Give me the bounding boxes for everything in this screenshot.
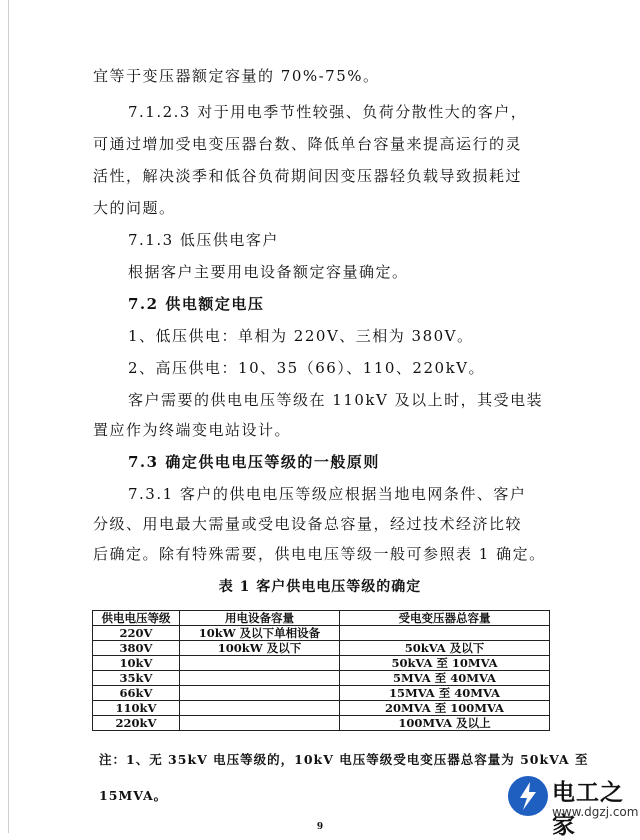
table-cell: 10kW 及以下单相设备 bbox=[180, 626, 340, 641]
paragraph-line: 后确定。除有特殊需要，供电电压等级一般可参照表 1 确定。 bbox=[93, 545, 546, 563]
paragraph-line: 7.3.1 客户的供电电压等级应根据当地电网条件、客户 bbox=[128, 485, 527, 503]
lightning-icon bbox=[508, 776, 548, 816]
table-cell: 220kV bbox=[93, 716, 180, 731]
watermark-url: www.dgzj.com bbox=[552, 805, 639, 819]
table-caption: 表 1 客户供电电压等级的确定 bbox=[218, 579, 422, 595]
header-voltage-level: 供电电压等级 bbox=[93, 611, 180, 626]
table-cell: 10kV bbox=[93, 656, 180, 671]
table-cell: 5MVA 至 40MVA bbox=[340, 671, 550, 686]
table-cell: 50kVA 及以下 bbox=[340, 641, 550, 656]
paragraph-line: 可通过增加受电变压器台数、降低单台容量来提高运行的灵 bbox=[93, 135, 523, 153]
page-edge-line bbox=[8, 0, 9, 833]
paragraph-line: 宜等于变压器额定容量的 70%-75%。 bbox=[93, 67, 380, 85]
table-row bbox=[93, 641, 550, 656]
table-cell: 380V bbox=[93, 641, 180, 656]
table-cell bbox=[180, 686, 340, 701]
paragraph-line: 分级、用电最大需量或受电设备总容量，经过技术经济比较 bbox=[93, 515, 523, 533]
table-cell: 110kV bbox=[93, 701, 180, 716]
voltage-level-table bbox=[92, 610, 550, 731]
table-cell: 100kW 及以下 bbox=[180, 641, 340, 656]
header-equipment-capacity: 用电设备容量 bbox=[180, 611, 340, 626]
section-heading: 7.2 供电额定电压 bbox=[128, 295, 265, 313]
table-cell: 15MVA 至 40MVA bbox=[340, 686, 550, 701]
table-row bbox=[93, 701, 550, 716]
table-cell: 100MVA 及以上 bbox=[340, 716, 550, 731]
table-row bbox=[93, 686, 550, 701]
table-cell bbox=[180, 671, 340, 686]
table-cell bbox=[340, 626, 550, 641]
table-cell: 66kV bbox=[93, 686, 180, 701]
table-cell bbox=[180, 716, 340, 731]
table-row bbox=[93, 716, 550, 731]
paragraph-line: 活性，解决淡季和低谷负荷期间因变压器轻负载导致损耗过 bbox=[93, 167, 523, 185]
table-cell: 35kV bbox=[93, 671, 180, 686]
watermark-logo bbox=[508, 772, 639, 839]
table-cell: 50kVA 至 10MVA bbox=[340, 656, 550, 671]
paragraph-line: 根据客户主要用电设备额定容量确定。 bbox=[128, 263, 409, 281]
table-row bbox=[93, 656, 550, 671]
paragraph-line: 1、低压供电：单相为 220V、三相为 380V。 bbox=[128, 327, 474, 345]
table-cell bbox=[180, 701, 340, 716]
table-row bbox=[93, 626, 550, 641]
section-heading: 7.1.3 低压供电客户 bbox=[128, 231, 279, 249]
table-cell bbox=[180, 656, 340, 671]
watermark-name: 电工之家 bbox=[552, 780, 624, 839]
table-row bbox=[93, 671, 550, 686]
table-cell: 20MVA 至 100MVA bbox=[340, 701, 550, 716]
header-transformer-capacity: 受电变压器总容量 bbox=[340, 611, 550, 626]
table-header-row bbox=[93, 611, 550, 626]
table-note-continued: 15MVA。 bbox=[99, 788, 168, 803]
paragraph-line: 置应作为终端变电站设计。 bbox=[93, 421, 292, 439]
paragraph-line: 大的问题。 bbox=[93, 199, 176, 217]
paragraph-line: 7.1.2.3 对于用电季节性较强、负荷分散性大的客户， bbox=[128, 103, 528, 121]
table-cell: 220V bbox=[93, 626, 180, 641]
section-heading: 7.3 确定供电电压等级的一般原则 bbox=[128, 453, 380, 471]
paragraph-line: 客户需要的供电电压等级在 110kV 及以上时，其受电装 bbox=[128, 391, 544, 409]
table-note: 注：1、无 35kV 电压等级的，10kV 电压等级受电变压器总容量为 50kVA 至 bbox=[99, 752, 589, 767]
page-number: 9 bbox=[316, 822, 324, 832]
paragraph-line: 2、高压供电：10、35（66）、110、220kV。 bbox=[128, 359, 485, 377]
